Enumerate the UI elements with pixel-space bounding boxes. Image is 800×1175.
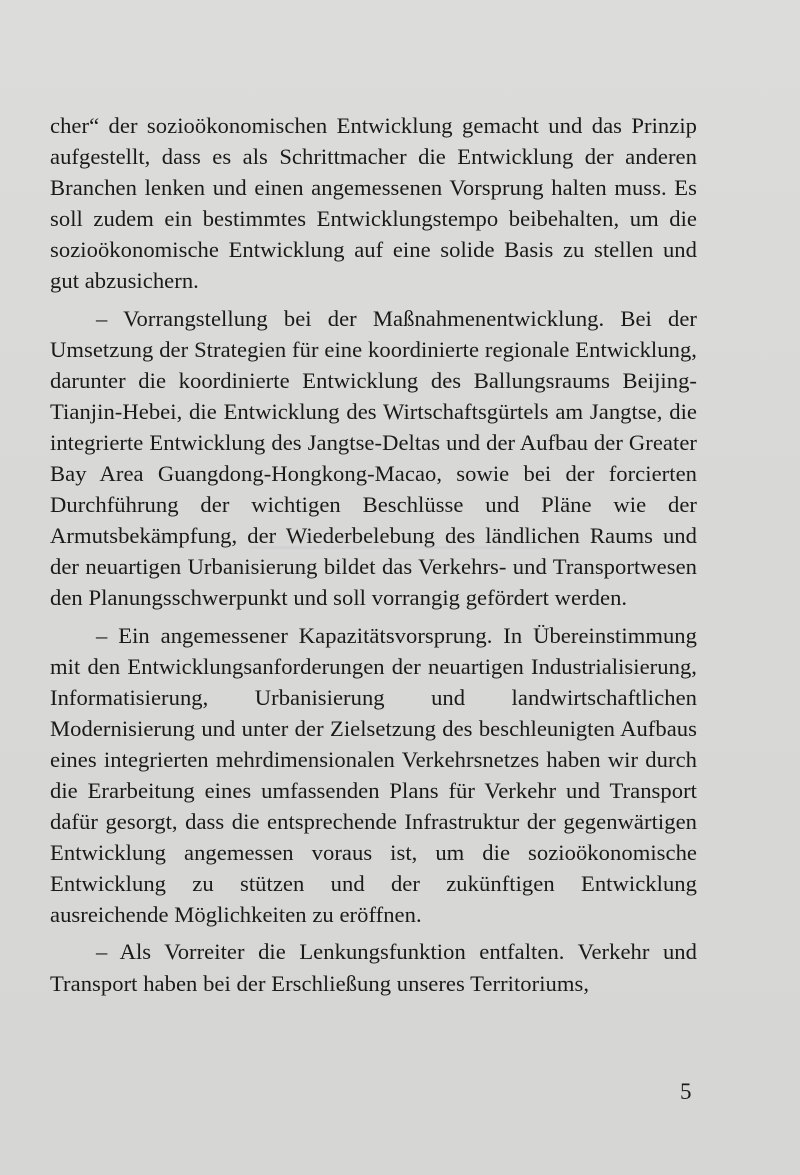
- page-number: 5: [680, 1079, 692, 1104]
- paragraph-capacity-lead: – Ein angemessener Kapazitätsvorsprung. In Übereinstimmung mit den Entwicklungsanforderungen der neuartigen Industrialisierung, Informatisierung, Urbanisierung und landwirtschaftlichen Modernisierung und unter der Zielsetzung des beschleunigten Aufbaus eines integrierten mehrdimensionalen Verkehrsnetzes haben wir durch die Erarbeitung eines umfassenden Plans für Verkehr und Transport dafür gesorgt, dass die entsprechende Infrastruktur der gegenwärtigen Entwicklung angemessen voraus ist, um die sozioökonomische Entwicklung zu stützen und der zukünftigen Entwicklung ausreichende Möglichkeiten zu eröffnen.: [50, 622, 697, 928]
- paragraph-pioneer-role: – Als Vorreiter die Lenkungsfunktion entfalten. Verkehr und Transport haben bei der Erschließung unseres Territoriums,: [50, 939, 697, 996]
- paragraph-continuation: cher“ der sozioökonomischen Entwicklung gemacht und das Prinzip aufgestellt, dass es als Schrittmacher die Entwicklung der anderen Branchen lenken und einen angemessenen Vorsprung halten muss. Es soll zudem ein bestimmtes Entwicklungstempo beibehalten, um die sozioökonomische Entwicklung auf eine solide Basis zu stellen und gut abzusichern.: [50, 113, 697, 294]
- paragraph-priority-measures: – Vorrangstellung bei der Maßnahmenentwicklung. Bei der Umsetzung der Strategien für eine koordinierte regionale Entwicklung, darunter die koordinierte Entwicklung des Ballungsraums Beijing-Tianjin-Hebei, die Entwicklung des Wirtschaftsgürtels am Jangtse, die integrierte Entwicklung des Jangtse-Deltas und der Aufbau der Greater Bay Area Guangdong-Hongkong-Macao, sowie bei der forcierten Durchführung der wichtigen Beschlüsse und Pläne wie der Armutsbekämpfung, der Wiederbelebung des ländlichen Raums und der neuartigen Urbanisierung bildet das Verkehrs- und Transportwesen den Planungsschwerpunkt und soll vorrangig gefördert werden.: [50, 305, 697, 611]
- watermark-stamp: [250, 541, 550, 555]
